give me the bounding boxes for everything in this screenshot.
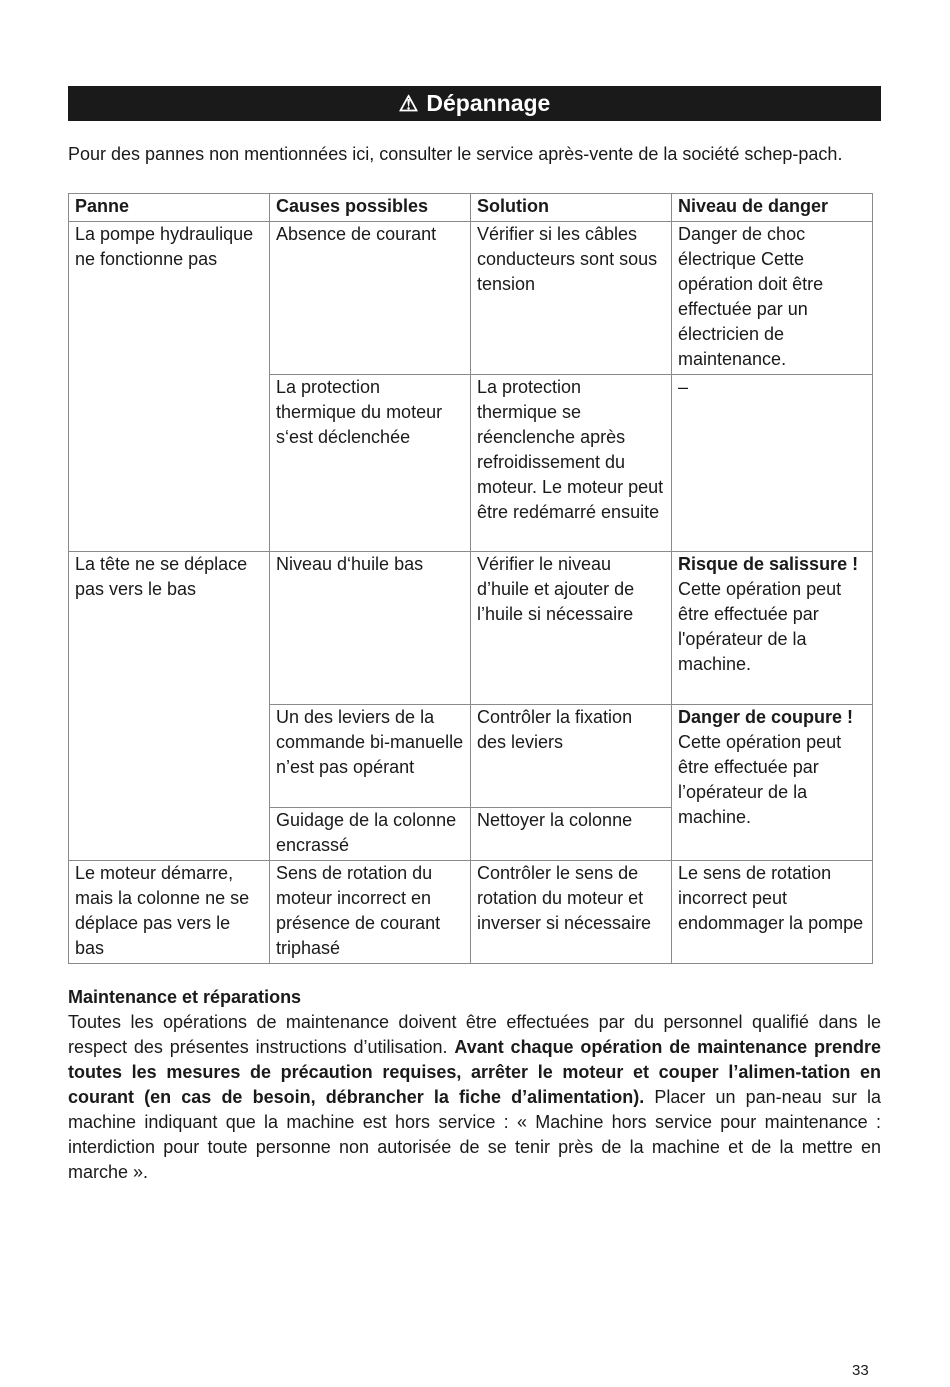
solution-cell: Nettoyer la colonne bbox=[471, 808, 672, 861]
header-panne: Panne bbox=[69, 194, 270, 222]
cause-cell: Un des leviers de la commande bi-manuelle n’est pas opérant bbox=[270, 705, 471, 808]
table-row bbox=[69, 222, 873, 375]
maintenance-text-bold: Avant chaque opération de maintenance prendre toutes les mesures de précaution requises, arrêter le moteur et couper l’alimen-tation en courant (en cas de besoin, débrancher la fiche d’alimentation). bbox=[68, 1037, 881, 1107]
solution-cell: Contrôler la fixation des leviers bbox=[471, 705, 672, 808]
maintenance-section bbox=[68, 985, 881, 1185]
solution-cell: Vérifier si les câbles conducteurs sont sous tension bbox=[471, 222, 672, 375]
intro-text: Pour des pannes non mentionnées ici, consulter le service après-vente de la société schep-pach. bbox=[68, 144, 843, 164]
cause-cell: Guidage de la colonne encrassé bbox=[270, 808, 471, 861]
danger-title: Danger de coupure ! bbox=[678, 707, 854, 727]
solution-cell: Vérifier le niveau d’huile et ajouter de l’huile si nécessaire bbox=[471, 552, 672, 705]
solution-cell: La protection thermique se réenclenche après refroidissement du moteur. Le moteur peut être redémarré ensuite bbox=[471, 375, 672, 552]
danger-text: Cette opération peut être effectuée par l'opérateur de la machine. bbox=[678, 579, 842, 674]
cause-cell: Sens de rotation du moteur incorrect en présence de courant triphasé bbox=[270, 861, 471, 964]
table-row bbox=[69, 552, 873, 705]
solution-cell: Contrôler le sens de rotation du moteur et inverser si nécessaire bbox=[471, 861, 672, 964]
danger-cell: Danger de choc électrique Cette opération doit être effectuée par un électricien de maintenance. bbox=[672, 222, 873, 375]
table-header-row bbox=[69, 194, 873, 222]
table-row bbox=[69, 861, 873, 964]
cause-cell: La protection thermique du moteur s‘est déclenchée bbox=[270, 375, 471, 552]
section-title: Dépannage bbox=[426, 90, 551, 116]
troubleshooting-table bbox=[68, 193, 873, 964]
panne-cell: La tête ne se déplace pas vers le bas bbox=[69, 552, 270, 861]
danger-cell: – bbox=[672, 375, 873, 552]
panne-cell: La pompe hydraulique ne fonctionne pas bbox=[69, 222, 270, 552]
maintenance-paragraph bbox=[68, 1010, 881, 1185]
warning-triangle-icon: ⚠ bbox=[398, 90, 419, 116]
header-causes: Causes possibles bbox=[270, 194, 471, 222]
page-number: 33 bbox=[852, 1362, 869, 1379]
maintenance-text-2: Placer un pan-neau sur la machine indiquant que la machine est hors service : « Machine hors service pour maintenance : interdiction pour toute personne non autorisée de se tenir près de la machine et de la mettre en marche ». bbox=[68, 1087, 882, 1182]
panne-cell: Le moteur démarre, mais la colonne ne se déplace pas vers le bas bbox=[69, 861, 270, 964]
section-title-bar bbox=[68, 86, 881, 121]
danger-text: Cette opération peut être effectuée par l’opérateur de la machine. bbox=[678, 732, 842, 827]
maintenance-heading: Maintenance et réparations bbox=[68, 987, 302, 1007]
danger-cell bbox=[672, 552, 873, 705]
danger-cell bbox=[672, 705, 873, 861]
maintenance-text-1: Toutes les opérations de maintenance doivent être effectuées par du personnel qualifié dans le respect des présentes instructions d’utilisation. bbox=[68, 1012, 881, 1057]
cause-cell: Absence de courant bbox=[270, 222, 471, 375]
danger-cell: Le sens de rotation incorrect peut endommager la pompe bbox=[672, 861, 873, 964]
header-solution: Solution bbox=[471, 194, 672, 222]
header-danger: Niveau de danger bbox=[672, 194, 873, 222]
cause-cell: Niveau d‘huile bas bbox=[270, 552, 471, 705]
danger-title: Risque de salissure ! bbox=[678, 554, 859, 574]
